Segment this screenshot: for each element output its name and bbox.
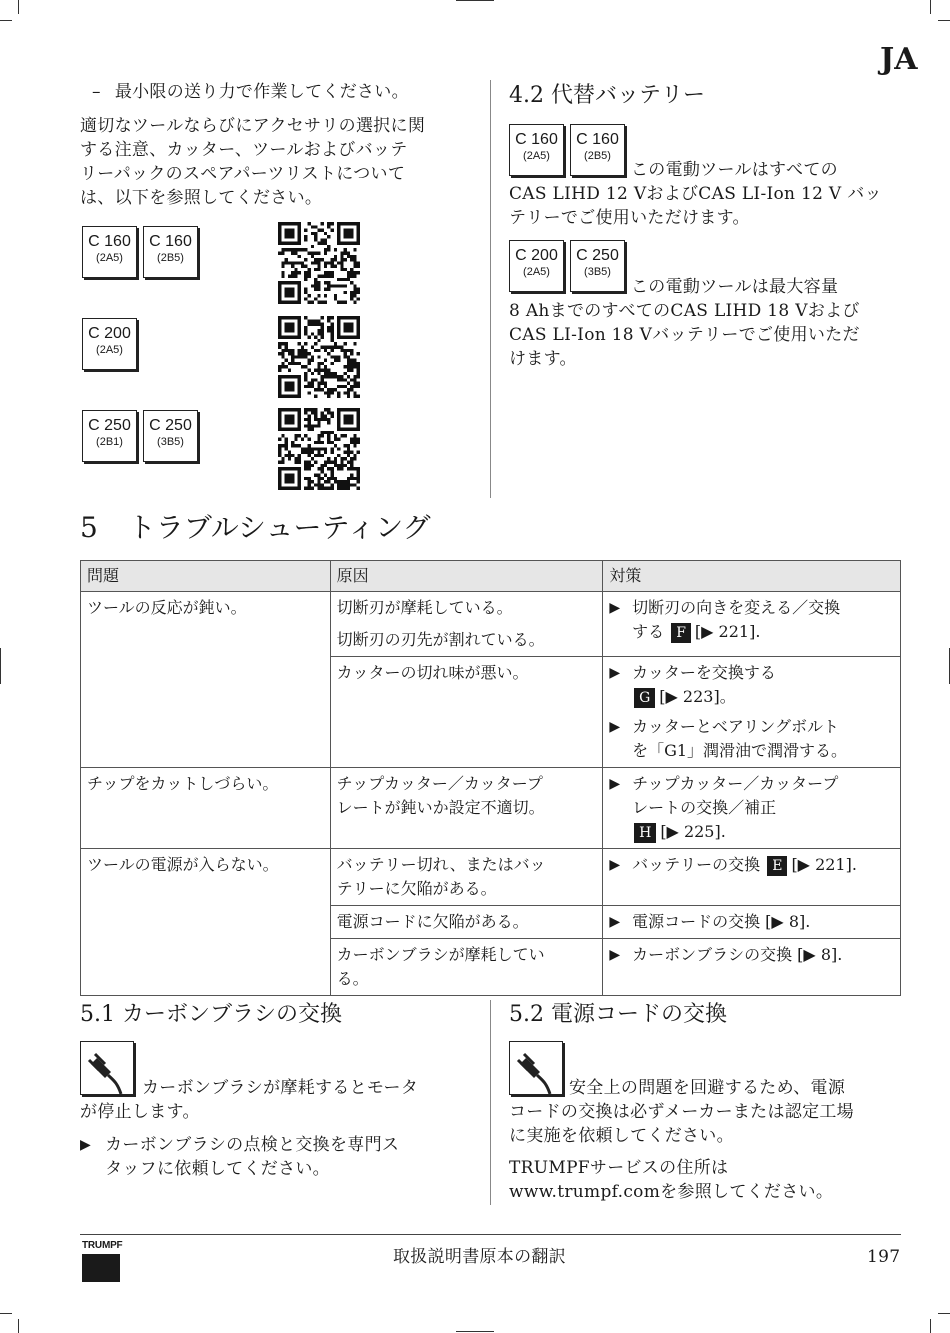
action-text: する [632, 622, 665, 641]
model-code: C 250 [88, 417, 131, 434]
cause-text: る。 [336, 969, 369, 988]
page-ref-link[interactable]: [▶ 223]。 [659, 687, 736, 706]
model-variant: (2B5) [584, 150, 611, 162]
text-line: 適切なツールならびにアクセサリの選択に関 [80, 116, 426, 136]
triangle-icon: ▶ [80, 1137, 92, 1153]
cause-text: 切断刃が摩耗している。 [336, 598, 513, 617]
footer-title: 取扱説明書原本の翻訳 [393, 1247, 566, 1267]
action-text[interactable]: カーボンブラシの交換 [▶ 8]. [632, 945, 843, 964]
action-text: チップカッター／カッタープ [632, 774, 839, 793]
intro-paragraph [80, 114, 425, 210]
crop-mark [0, 20, 12, 21]
bullet-text: 最小限の送り力で作業してください。 [114, 82, 409, 102]
qr-code[interactable] [278, 316, 360, 398]
model-box [82, 410, 137, 462]
model-variant: (2A5) [96, 252, 123, 264]
action-text: カーボンブラシの点検と交換を専門ス [105, 1135, 400, 1155]
triangle-icon: ▶ [609, 719, 621, 735]
text-line: CAS LIHD 12 VおよびCAS LI-Ion 12 V バッ [509, 184, 882, 204]
table-row [81, 849, 901, 906]
chapter-title: トラブルシューティング [127, 511, 431, 544]
qr-code[interactable] [278, 222, 360, 304]
cause-cell [330, 592, 603, 657]
action-text: カッターを交換する [632, 663, 776, 682]
table-row [81, 592, 901, 657]
action-item [609, 853, 894, 877]
model-code: C 160 [149, 233, 192, 250]
model-variant: (2A5) [523, 266, 550, 278]
action-text-line [632, 685, 776, 709]
text-line: この電動ツールは最大容量 [631, 277, 839, 297]
model-variant: (2A5) [96, 344, 123, 356]
action-text: 切断刃の向きを変える／交換 [632, 598, 841, 617]
action-cell [603, 592, 901, 657]
cause-cell: 電源コードに欠陥がある。 [330, 906, 603, 939]
action-item [609, 910, 894, 934]
model-variant: (3B5) [157, 436, 184, 448]
action-text: を「G1」潤滑油で潤滑する。 [632, 741, 848, 760]
action-text-line [632, 620, 840, 644]
ref-badge: F [671, 623, 691, 643]
problem-cell: チップをカットしづらい。 [81, 768, 331, 849]
action-text: カッターとベアリングボルト [632, 717, 839, 736]
crop-mark [938, 1313, 950, 1314]
crop-mark [938, 20, 950, 21]
battery-text-2 [509, 275, 901, 371]
text-line: TRUMPFサービスの住所は [509, 1158, 729, 1178]
crop-mark [456, 0, 494, 1]
crop-mark [18, 0, 19, 14]
text-line: に実施を依頼してください。 [509, 1126, 734, 1146]
model-variant: (2B1) [96, 436, 123, 448]
problem-cell: ツールの反応が鈍い。 [81, 592, 331, 768]
cause-text: カーボンブラシが摩耗してい [336, 945, 545, 964]
model-code: C 160 [515, 131, 558, 148]
action-text: タッフに依頼してください。 [105, 1159, 330, 1179]
column-divider [490, 80, 491, 498]
chapter-heading [80, 510, 431, 546]
page-ref-link[interactable]: [▶ 221]. [694, 622, 761, 641]
troubleshooting-table [80, 560, 901, 996]
page-ref-link[interactable]: [▶ 225]. [660, 822, 726, 841]
ref-badge: H [634, 823, 656, 843]
crop-mark [930, 0, 931, 14]
action-item [609, 943, 894, 967]
action-cell [603, 939, 901, 996]
triangle-icon: ▶ [609, 947, 621, 963]
cause-text: 切断刃の刃先が割れている。 [336, 630, 545, 649]
model-code: C 200 [88, 325, 131, 342]
crop-mark [0, 1313, 12, 1314]
model-code: C 160 [88, 233, 131, 250]
text-line: けます。 [509, 349, 577, 369]
text-line: CAS LI-Ion 18 Vバッテリーでご使用いただ [509, 325, 860, 345]
cause-text: テリーに欠陥がある。 [336, 879, 497, 898]
text-line: が停止します。 [80, 1102, 200, 1122]
action-item [609, 715, 894, 763]
model-code: C 250 [149, 417, 192, 434]
qr-code[interactable] [278, 408, 360, 490]
model-variant: (3B5) [584, 266, 611, 278]
model-variant: (2B5) [157, 252, 184, 264]
page-ref-link[interactable]: [▶ 221]. [791, 855, 857, 874]
table-header-row [81, 561, 901, 592]
text-line: カーボンブラシが摩耗するとモータ [142, 1078, 419, 1098]
crop-mark [0, 648, 1, 684]
footer-rule [80, 1234, 901, 1235]
action-item [609, 661, 894, 709]
sec51-text [80, 1076, 480, 1124]
model-code: C 250 [576, 247, 619, 264]
text-line: この電動ツールはすべての [631, 160, 838, 180]
header-action: 対策 [603, 561, 901, 592]
cause-text: レートが鈍いか設定不適切。 [336, 798, 545, 817]
model-code: C 160 [576, 131, 619, 148]
chapter-number: 5 [80, 511, 98, 544]
action-cell [603, 906, 901, 939]
brand-block [82, 1254, 120, 1282]
text-line: リーパックのスペアパーツリストについて [80, 164, 406, 184]
action-text: レートの交換／補正 [632, 798, 777, 817]
action-text: バッテリーの交換 [632, 855, 761, 874]
crop-mark [930, 1319, 931, 1333]
action-item [609, 772, 894, 844]
action-text-line [632, 853, 857, 877]
text-line: する注意、カッター、ツールおよびバッテ [80, 140, 408, 160]
language-tag: JA [880, 42, 918, 77]
model-variant: (2A5) [523, 150, 550, 162]
website-link[interactable]: www.trumpf.comを参照してください。 [509, 1182, 834, 1202]
section-heading: 5.2 電源コードの交換 [509, 1002, 727, 1027]
battery-text-1 [509, 158, 901, 230]
action-text-line [632, 820, 838, 844]
model-box [82, 226, 137, 278]
ref-badge: G [634, 688, 655, 708]
triangle-icon: ▶ [609, 665, 621, 681]
text-line: コードの交換は必ずメーカーまたは認定工場 [509, 1102, 854, 1122]
brand-logo [82, 1240, 122, 1282]
cause-cell [330, 939, 603, 996]
triangle-icon: ▶ [609, 600, 621, 616]
column-divider [490, 1000, 491, 1205]
action-item [609, 596, 894, 644]
cause-text: チップカッター／カッタープ [336, 774, 543, 793]
triangle-icon: ▶ [609, 857, 621, 873]
action-cell [603, 657, 901, 768]
text-line: 8 AhまでのすべてのCAS LIHD 18 Vおよび [509, 301, 860, 321]
cause-cell: カッターの切れ味が悪い。 [330, 657, 603, 768]
bullet-item [92, 80, 409, 104]
section-heading: 5.1 カーボンブラシの交換 [80, 1002, 342, 1027]
section-heading: 4.2 代替バッテリー [509, 83, 705, 108]
problem-cell: ツールの電源が入らない。 [81, 849, 331, 996]
cause-cell [330, 849, 603, 906]
crop-mark [18, 1319, 19, 1333]
page-number: 197 [867, 1247, 901, 1267]
dash-marker: – [92, 82, 101, 102]
action-text[interactable]: 電源コードの交換 [▶ 8]. [632, 912, 811, 931]
crop-mark [456, 1331, 494, 1332]
cause-cell [330, 768, 603, 849]
triangle-icon: ▶ [609, 914, 621, 930]
text-line: テリーでご使用いただけます。 [509, 208, 750, 228]
action-cell [603, 768, 901, 849]
ref-badge: E [767, 856, 787, 876]
model-code: C 200 [515, 247, 558, 264]
triangle-icon: ▶ [609, 776, 621, 792]
model-box [143, 226, 198, 278]
table-row [81, 768, 901, 849]
model-box [143, 410, 198, 462]
brand-name: TRUMPF [82, 1240, 123, 1251]
header-problem: 問題 [81, 561, 331, 592]
model-box [82, 318, 137, 370]
sec51-action [80, 1133, 399, 1181]
cause-text: バッテリー切れ、またはバッ [336, 855, 546, 874]
text-line: は、以下を参照してください。 [80, 188, 323, 208]
text-line: 安全上の問題を回避するため、電源 [569, 1078, 846, 1098]
header-cause: 原因 [330, 561, 603, 592]
action-cell [603, 849, 901, 906]
sec52-text [509, 1076, 909, 1204]
